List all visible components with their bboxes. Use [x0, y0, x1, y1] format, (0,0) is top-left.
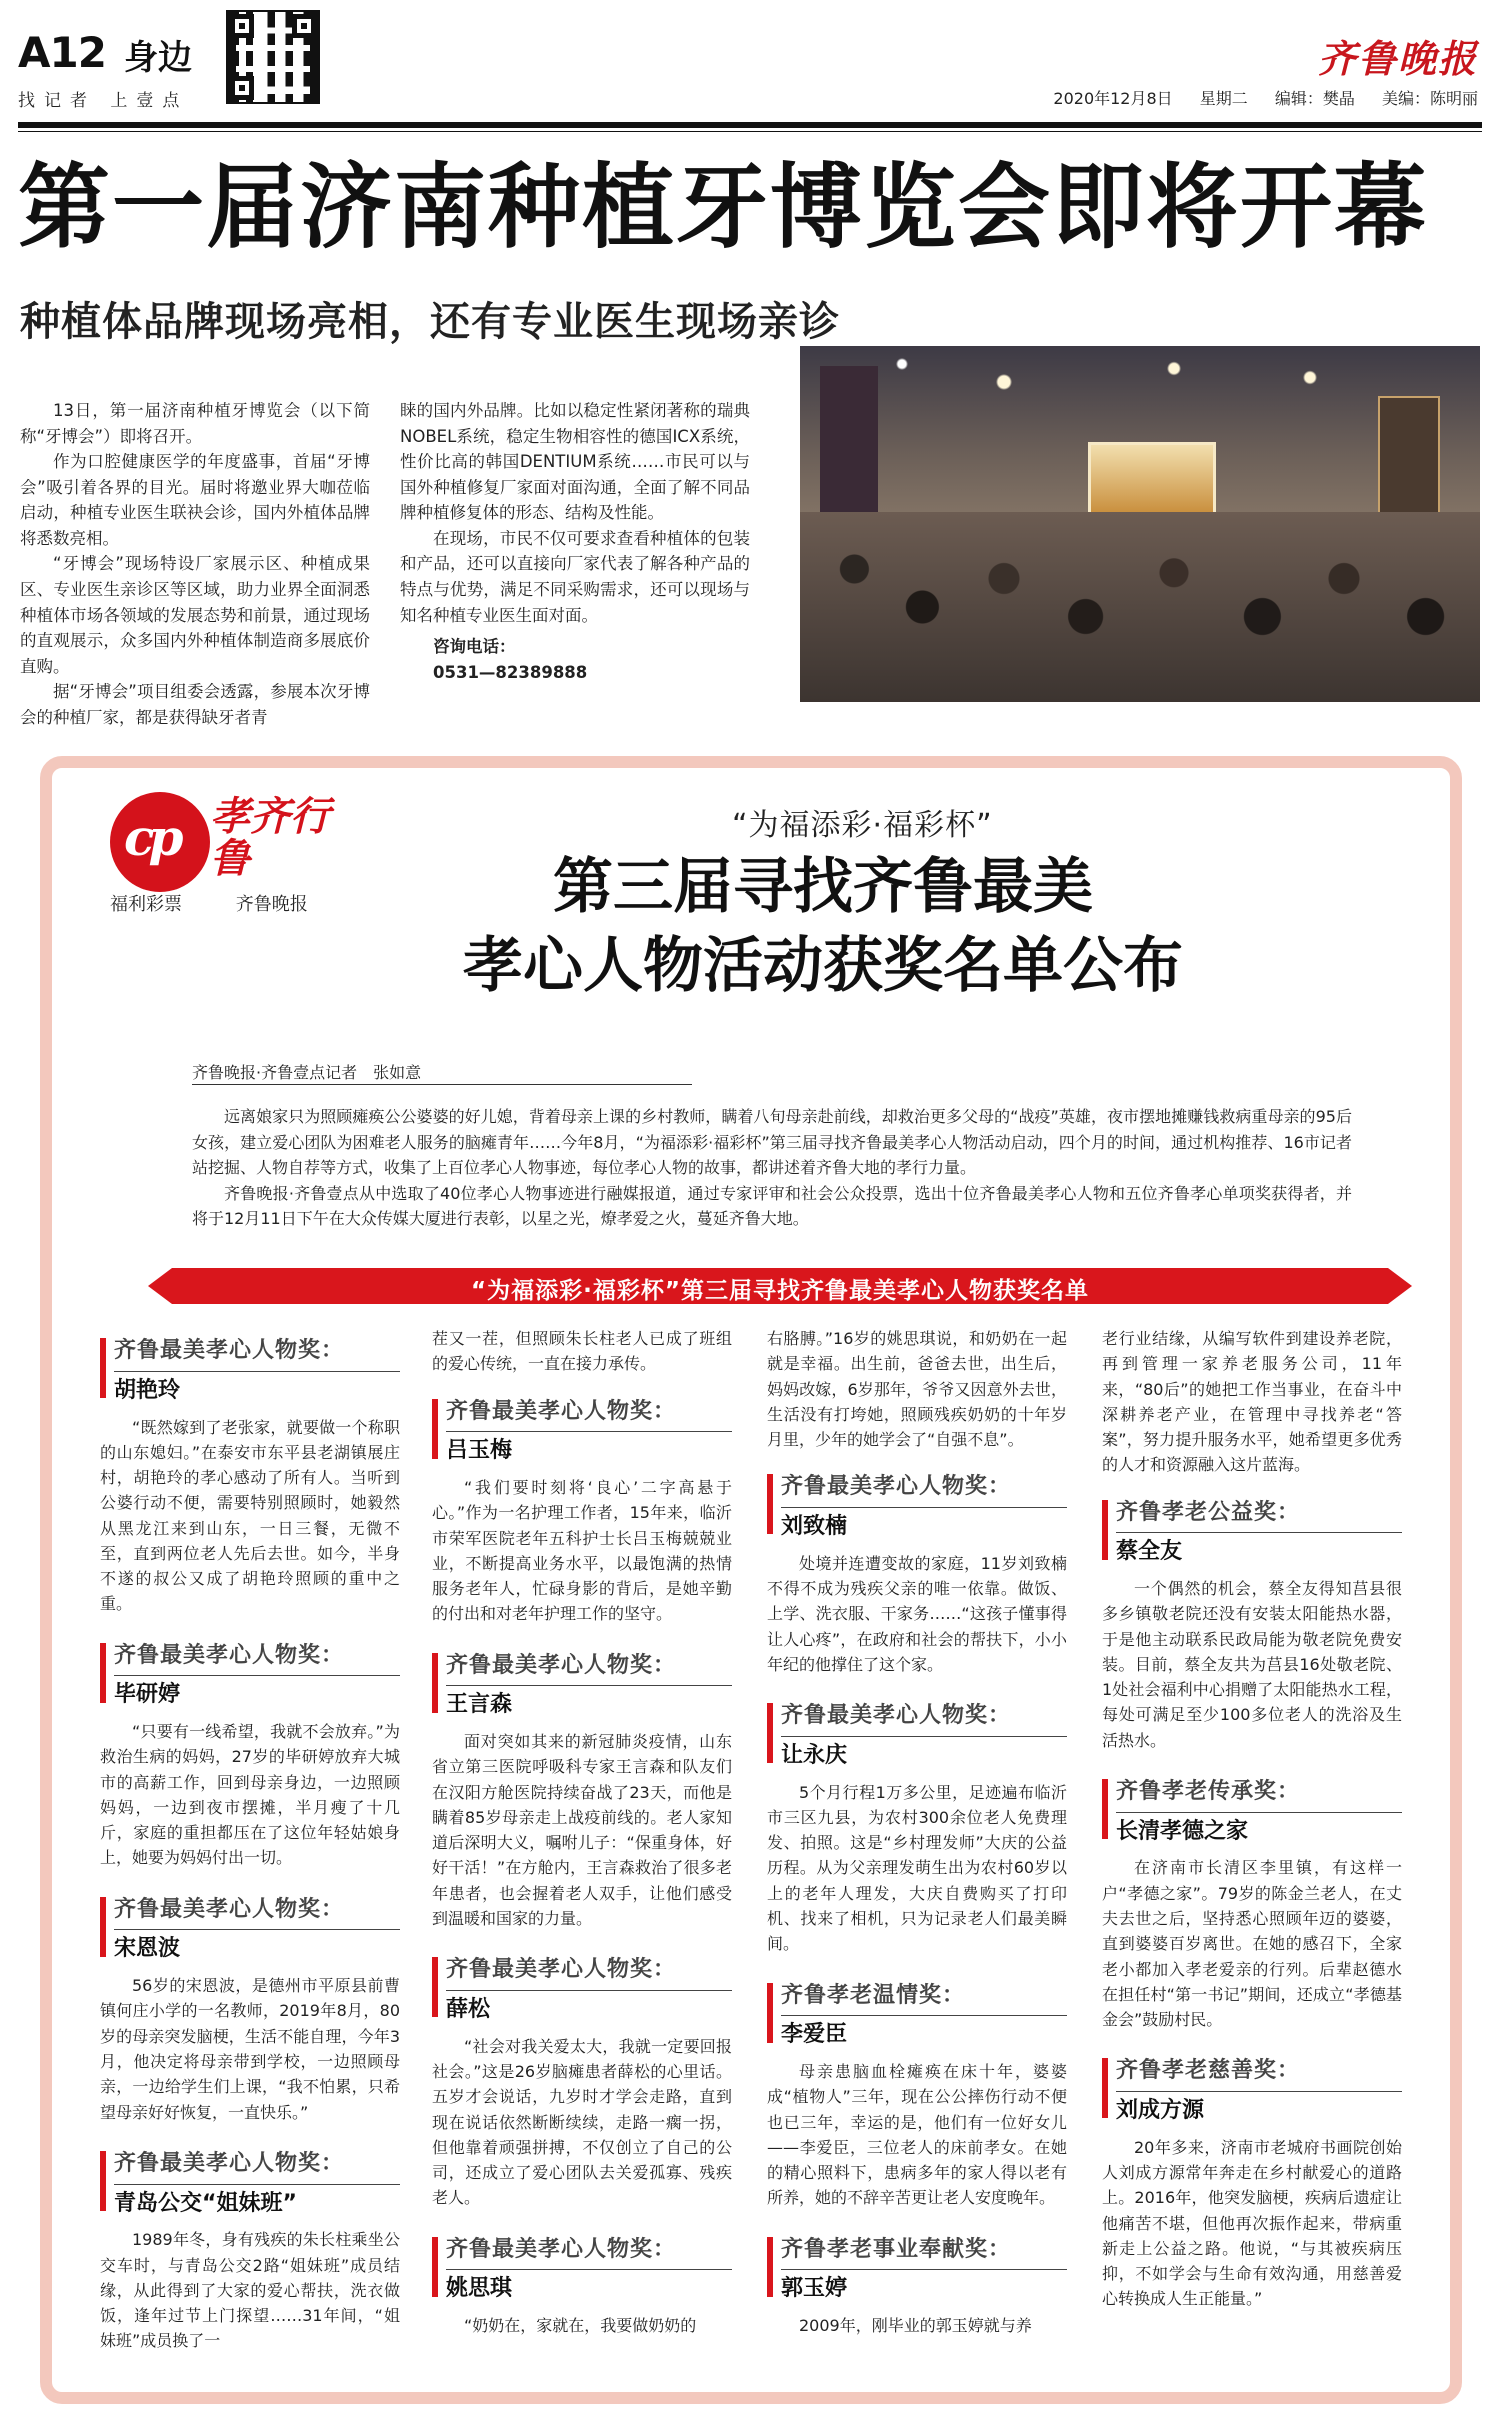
award-story: 一个偶然的机会，蔡全友得知莒县很多乡镇敬老院还没有安装太阳能热水器，于是他主动联系民政局能为敬老院免费安装。目前，蔡全友共为莒县16处敬老院、1处社会福利中心捐赠了太阳能热水工程，每处可满足至少100多位老人的洗浴及生活热水。 — [1102, 1579, 1402, 1750]
award-heading — [767, 1979, 1067, 2054]
winners-banner — [172, 1268, 1388, 1304]
byline: 齐鲁晚报·齐鲁壹点记者 张如意 — [192, 1063, 422, 1082]
winner-name: 青岛公交“姐妹班” — [114, 2190, 297, 2216]
award-section — [40, 756, 1462, 2404]
award-story: “社会对我关爱太大，我就一定要回报社会。”这是26岁脑瘫患者薛松的心里话。五岁才会说话，九岁时才学会走路，直到现在说话依然断断续续，走路一瘸一拐，但他靠着顽强拼搏，不仅创立了自己的公司，还成立了爱心团队去关爱孤寡、残疾老人。 — [432, 2036, 732, 2208]
award-story: 5个月行程1万多公里，足迹遍布临沂市三区九县，为农村300余位老人免费理发、拍照。这是“乡村理发师”大庆的公益历程。从为父亲理发萌生出为农村60岁以上的老年人理发，大庆自费购买了打印机、找来了相机，只为记录老人们最美瞬间。 — [767, 1782, 1067, 1954]
logo-label-lottery: 福利彩票 — [110, 894, 182, 915]
award-heading — [1102, 2054, 1402, 2129]
winners-banner-text: “为福添彩·福彩杯”第三届寻找齐鲁最美孝心人物获奖名单 — [471, 1278, 1089, 1304]
award-entry — [432, 1953, 732, 2210]
slogan: 找记者 上壹点 — [18, 91, 189, 111]
award-story: 2009年，刚毕业的郭玉婷就与养 — [799, 2316, 1032, 2336]
award-entry — [1102, 1496, 1402, 1753]
award-entry — [432, 2233, 732, 2339]
article-paragraph: 13日，第一届济南种植牙博览会（以下简称“牙博会”）即将召开。 — [20, 401, 370, 446]
audience-crowd — [800, 512, 1480, 702]
award-story: 处境并连遭变故的家庭，11岁刘致楠不得不成为残疾父亲的唯一依靠。做饭、上学、洗衣服、干家务……“这孩子懂事得让人心疼”，在政府和社会的帮扶下，小小年纪的他撑住了这个家。 — [767, 1553, 1067, 1674]
award-story: 面对突如其来的新冠肺炎疫情，山东省立第三医院呼吸科专家王言森和队友们在汉阳方舱医院持续奋战了23天，而他是瞒着85岁母亲走上战疫前线的。老人家知道后深明大义，嘱咐儿子：“保重身体，好好干活！”在方舱内，王言森救治了很多老年患者，也会握着老人双手，让他们感受到温暖和国家的力量。 — [432, 1732, 732, 1928]
winner-name: 刘成方源 — [1116, 2098, 1205, 2124]
winner-name: 王言森 — [446, 1692, 513, 1718]
stage-screen — [1088, 442, 1216, 516]
award-story: 母亲患脑血栓瘫痪在床十年，婆婆成“植物人”三年，现在公公摔伤行动不便也已三年，幸运的是，他们有一位好女儿——李爱臣，三位老人的床前孝女。在她的精心照料下，患病多年的家人得以老有所养，她的不辞辛苦更让老人安度晚年。 — [767, 2062, 1067, 2208]
masthead — [0, 0, 1500, 140]
award-story: “既然嫁到了老张家，就要做一个称职的山东媳妇。”在泰安市东平县老湖镇展庄村，胡艳玲的孝心感动了所有人。当听到公婆行动不便，需要特别照顾时，她毅然从黑龙江来到山东，一日三餐，无微不至，直到两位老人先后去世。如今，半身不遂的叔公又成了胡艳玲照顾的重中之重。 — [100, 1417, 400, 1614]
award-category: 齐鲁孝老慈善奖： — [1116, 2054, 1402, 2092]
award-entry — [767, 2233, 1067, 2339]
newspaper-brand: 齐鲁晚报 — [1317, 36, 1478, 81]
byline-rule — [192, 1084, 692, 1085]
article-column-2 — [400, 398, 750, 685]
award-category: 齐鲁最美孝心人物奖： — [114, 1334, 400, 1372]
intro-paragraph: 远离娘家只为照顾瘫痪公公婆婆的好儿媳，背着母亲上课的乡村教师，瞒着八旬母亲赴前线，却救治更多父母的“战疫”英雄，夜市摆地摊赚钱救病重母亲的95后女孩，建立爱心团队为困难老人服务的脑瘫青年……今年8月，“为福添彩·福彩杯”第三届寻找齐鲁最美孝心人物活动启动，四个月的时间，通过机构推荐、16市记者站挖掘、人物自荐等方式，收集了上百位孝心人物事迹，每位孝心人物的故事，都讲述着齐鲁大地的孝行力量。 — [192, 1107, 1352, 1178]
award-story: “我们要时刻将‘良心’二字高悬于心。”作为一名护理工作者，15年来，临沂市荣军医院老年五科护士长吕玉梅兢兢业业，不断提高业务水平，以最饱满的热情服务老年人，忙碌身影的背后，是她辛勤的付出和对老年护理工作的坚守。 — [432, 1478, 732, 1624]
winner-name: 薛松 — [446, 1997, 491, 2022]
award-heading — [432, 2233, 732, 2308]
award-category: 齐鲁最美孝心人物奖： — [446, 1395, 732, 1433]
article-column-1 — [20, 398, 370, 730]
article-paragraph: 据“牙博会”项目组委会透露，参展本次牙博会的种植厂家，都是获得缺牙者青 — [20, 682, 370, 727]
award-story: 56岁的宋恩波，是德州市平原县前曹镇何庄小学的一名教师，2019年8月，80岁的母亲突发脑梗，生活不能自理，今年3月，他决定将母亲带到学校，一边照顾母亲，一边给学生们上课，“我不怕累，只希望母亲好好恢复，一直快乐。” — [100, 1976, 400, 2122]
winner-name: 胡艳玲 — [114, 1377, 181, 1403]
contact-number: 0531—82389888 — [433, 662, 588, 682]
masthead-rule — [18, 122, 1482, 128]
award-title — [408, 848, 1238, 1006]
award-heading — [1102, 1496, 1402, 1571]
award-entry — [100, 1639, 400, 1871]
contact-info — [400, 634, 750, 685]
welfare-lottery-icon: cp — [110, 792, 210, 892]
article-headline: 第一届济南种植牙博览会即将开幕 — [18, 154, 1429, 261]
award-category: 齐鲁最美孝心人物奖： — [446, 1649, 732, 1687]
award-entry — [432, 1649, 732, 1932]
award-story: “只要有一线希望，我就不会放弃。”为救治生病的妈妈，27岁的毕研婷放弃大城市的高薪工作，回到母亲身边，一边照顾妈妈，一边到夜市摆摊，半月瘦了十几斤，家庭的重担都压在了这位年轻姑娘身上，她要为妈妈付出一切。 — [100, 1722, 400, 1868]
article-paragraph: “牙博会”现场特设厂家展示区、种植成果区、专业医生亲诊区等区域，助力业界全面洞悉种植体市场各领域的发展态势和前景，通过现场的直观展示，众多国内外种植体制造商多展底价直购。 — [20, 554, 370, 676]
logo-labels — [110, 890, 338, 916]
award-heading — [432, 1649, 732, 1724]
award-heading — [767, 1699, 1067, 1774]
award-heading — [100, 1893, 400, 1968]
logo-name: 孝齐行鲁 — [210, 793, 330, 882]
award-story-continued: 右胳膊。”16岁的姚思琪说，和奶奶在一起就是幸福。出生前，爸爸去世，出生后，妈妈改嫁，6岁那年，爷爷又因意外去世，生活没有打垮她，照顾残疾奶奶的十年岁月里，少年的她学会了“自强不息”。 — [767, 1329, 1067, 1450]
winner-name: 郭玉婷 — [781, 2276, 848, 2302]
award-category: 齐鲁孝老温情奖： — [781, 1979, 1067, 2017]
winners-column-4 — [1102, 1326, 1402, 2334]
award-category: 齐鲁最美孝心人物奖： — [446, 1953, 732, 1991]
masthead-rule-thin — [18, 131, 1482, 132]
issue-date: 2020年12月8日 — [1053, 89, 1173, 108]
award-category: 齐鲁最美孝心人物奖： — [114, 1639, 400, 1677]
logo-label-paper: 齐鲁晚报 — [235, 894, 308, 915]
winner-name: 吕玉梅 — [446, 1438, 513, 1464]
award-heading — [100, 2147, 400, 2222]
award-entry — [1102, 2054, 1402, 2311]
award-category: 齐鲁最美孝心人物奖： — [114, 1893, 400, 1931]
award-heading — [1102, 1775, 1402, 1850]
article-subhead: 种植体品牌现场亮相，还有专业医生现场亲诊 — [20, 299, 840, 345]
award-heading — [432, 1953, 732, 2028]
award-category: 齐鲁最美孝心人物奖： — [446, 2233, 732, 2271]
winner-name: 刘致楠 — [781, 1514, 848, 1540]
award-heading — [100, 1639, 400, 1714]
event-logo — [110, 792, 340, 892]
article-paragraph: 在现场，市民不仅可要求查看种植体的包装和产品，还可以直接向厂家代表了解各种产品的特点与优势，满足不同采购需求，还可以现场与知名种植专业医生面对面。 — [400, 528, 750, 625]
award-heading — [432, 1395, 732, 1470]
intro-paragraph: 齐鲁晚报·齐鲁壹点从中选取了40位孝心人物事迹进行融媒报道，通过专家评审和社会公众投票，选出十位齐鲁最美孝心人物和五位齐鲁孝心单项奖获得者，并将于12月11日下午在大众传媒大厦进行表彰，以星之光，燎孝爱之火，蔓延齐鲁大地。 — [192, 1183, 1352, 1229]
award-story: “奶奶在，家就在，我要做奶奶的 — [464, 2316, 697, 2336]
award-story-continued: 老行业结缘，从编写软件到建设养老院，再到管理一家养老服务公司，11年来，“80后”的她把工作当事业，在奋斗中深耕养老产业，在管理中寻找养老“答案”，努力提升服务水平，她希望更多优秀的人才和资源融入这片蓝海。 — [1102, 1329, 1402, 1475]
award-entry — [767, 1979, 1067, 2211]
designer-credit: 美编：陈明丽 — [1381, 89, 1478, 108]
award-kicker: “为福添彩·福彩杯” — [732, 808, 993, 843]
winners-column-3 — [767, 1326, 1067, 2360]
award-entry — [100, 1893, 400, 2125]
issue-weekday: 星期二 — [1199, 89, 1248, 108]
award-heading — [767, 1470, 1067, 1545]
award-story: 1989年冬，身有残疾的朱长柱乘坐公交车时，与青岛公交2路“姐妹班”成员结缘，从此得到了大家的爱心帮扶，洗衣做饭，逢年过节上门探望……31年间，“姐妹班”成员换了一 — [100, 2230, 400, 2351]
editor-credit: 编辑：樊晶 — [1274, 89, 1355, 108]
award-intro — [192, 1104, 1352, 1232]
award-title-line: 第三届寻找齐鲁最美 — [553, 852, 1093, 922]
award-category: 齐鲁最美孝心人物奖： — [114, 2147, 400, 2185]
award-story: 20年多来，济南市老城府书画院创始人刘成方源常年奔走在乡村献爱心的道路上。2016年，他突发脑梗，疾病后遗症让他痛苦不堪，但他再次振作起来，带病重新走上公益之路。他说，“与其被疾病压抑，不如学会与生命有效沟通，用慈善爱心转换成人生正能量。” — [1102, 2137, 1402, 2309]
winner-name: 蔡全友 — [1116, 1539, 1183, 1565]
winner-name: 姚思琪 — [446, 2276, 513, 2302]
winner-name: 李爱臣 — [781, 2022, 848, 2048]
award-category: 齐鲁孝老传承奖： — [1116, 1775, 1402, 1813]
award-heading — [100, 1334, 400, 1409]
winners-column-2 — [432, 1326, 732, 2360]
award-entry — [767, 1470, 1067, 1677]
award-entry — [1102, 1775, 1402, 2032]
award-entry — [100, 1334, 400, 1617]
award-heading — [767, 2233, 1067, 2308]
expo-photo — [800, 346, 1480, 702]
article-paragraph: 睐的国内外品牌。比如以稳定性紧闭著称的瑞典NOBEL系统，稳定生物相容性的德国ICX系统，性价比高的韩国DENTIUM系统……市民可以与国外种植修复厂家面对面沟通，全面了解不同品牌种植修复体的形态、结构及性能。 — [400, 401, 750, 523]
issue-meta — [1039, 86, 1478, 109]
award-story: 在济南市长清区李里镇，有这样一户“孝德之家”。79岁的陈金兰老人，在丈夫去世之后，坚持悉心照顾年迈的婆婆，直到婆婆百岁离世。在她的感召下，全家老小都加入孝老爱亲的行列。后辈赵德水在担任村“第一书记”期间，还成立“孝德基金会”鼓励村民。 — [1102, 1858, 1402, 2030]
award-entry — [767, 1699, 1067, 1956]
section-name: 身边 — [124, 38, 192, 78]
award-category: 齐鲁最美孝心人物奖： — [781, 1470, 1067, 1508]
award-title-line: 孝心人物活动获奖名单公布 — [463, 931, 1183, 1002]
page-number: A12 — [18, 28, 106, 77]
award-category: 齐鲁孝老公益奖： — [1116, 1496, 1402, 1534]
award-entry — [432, 1395, 732, 1627]
award-category: 齐鲁孝老事业奉献奖： — [781, 2233, 1067, 2271]
award-entry — [100, 2147, 400, 2354]
qr-code-icon[interactable] — [226, 10, 320, 104]
article-paragraph: 作为口腔健康医学的年度盛事，首届“牙博会”吸引着各界的目光。届时将邀业界大咖莅临启动，种植专业医生联袂会诊，国内外植体品牌将悉数亮相。 — [20, 452, 370, 548]
winners-column-1 — [100, 1326, 400, 2376]
award-story-continued: 茬又一茬，但照顾朱长柱老人已成了班组的爱心传统，一直在接力承传。 — [432, 1329, 732, 1374]
winner-name: 让永庆 — [781, 1742, 848, 1768]
winner-name: 长清孝德之家 — [1116, 1818, 1249, 1844]
winner-name: 宋恩波 — [114, 1936, 181, 1962]
contact-label: 咨询电话： — [433, 637, 516, 657]
award-category: 齐鲁最美孝心人物奖： — [781, 1699, 1067, 1737]
winner-name: 毕研婷 — [114, 1682, 181, 1708]
